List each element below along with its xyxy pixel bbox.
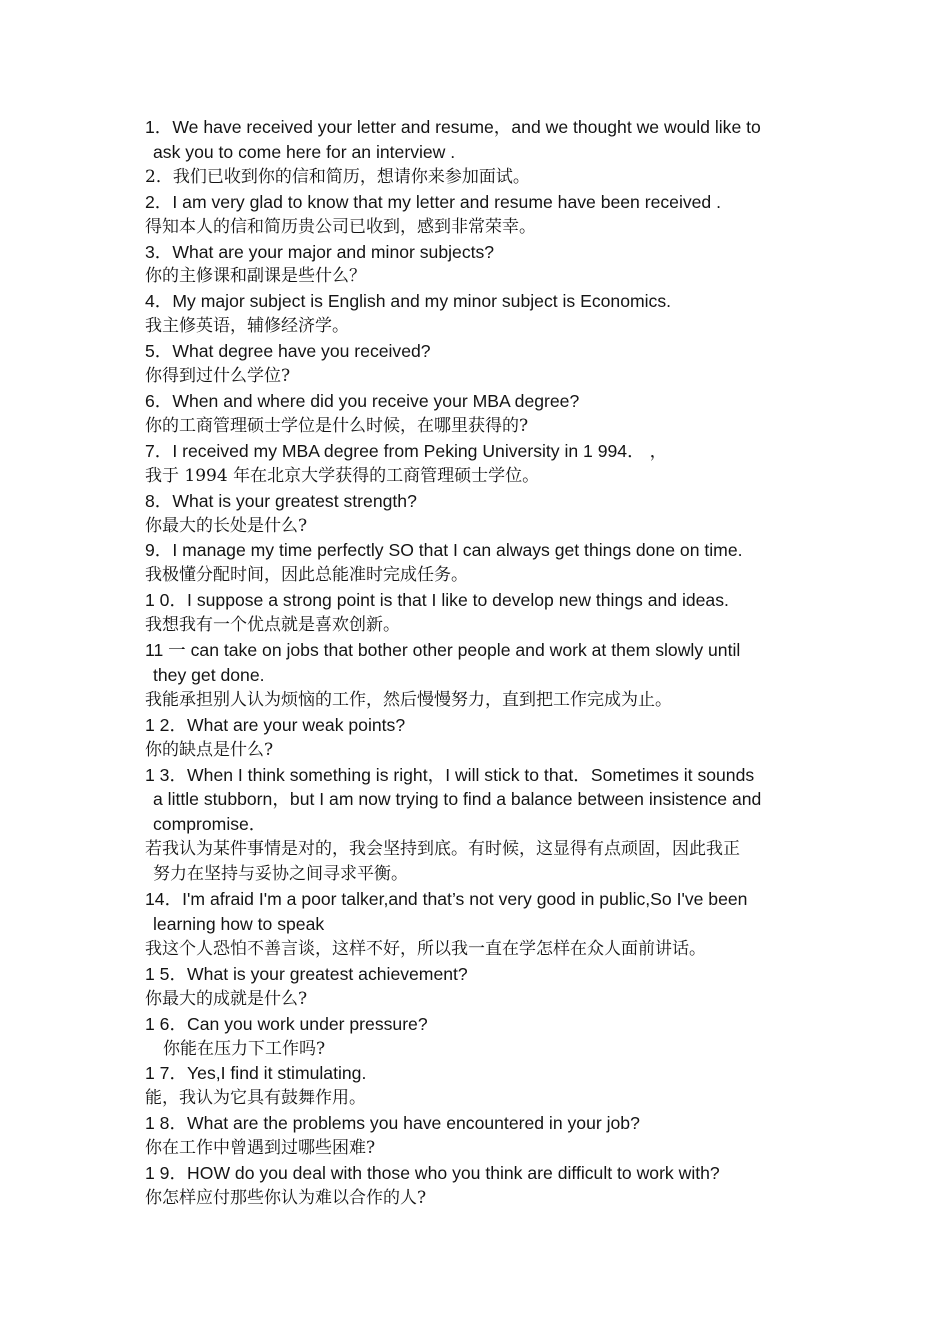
- english-line: compromise．: [153, 814, 267, 835]
- item-3: [145, 240, 810, 290]
- english-line: 1．We have received your letter and resume，and we thought we would like to: [145, 117, 761, 137]
- chinese-line: 你最大的长处是什么?: [145, 515, 308, 536]
- english-line: they get done.: [153, 664, 265, 685]
- english-line: 1 3．When I think something is right，I will stick to that．Sometimes it sounds: [145, 764, 755, 785]
- english-line: 4．My major subject is English and my minor subject is Economics.: [145, 291, 672, 312]
- english-line: 7．I received my MBA degree from Peking University in 1 994． ，: [145, 440, 668, 461]
- english-line: 1 0．I suppose a strong point is that I like to develop new things and ideas.: [145, 590, 729, 611]
- chinese-line: 努力在坚持与妥协之间寻求平衡。: [153, 864, 408, 885]
- chinese-line: 你能在压力下工作吗?: [163, 1038, 326, 1059]
- chinese-line: 我能承担别人认为烦恼的工作，然后慢慢努力，直到把工作完成为止。: [145, 689, 672, 710]
- english-line: learning how to speak: [153, 914, 325, 934]
- item-18: [145, 1111, 810, 1161]
- english-line: 1 2．What are your weak points?: [145, 714, 406, 735]
- item-6: [145, 389, 810, 439]
- english-line: ask you to come here for an interview .: [153, 141, 456, 162]
- english-line: 1 8．What are the problems you have encountered in your job?: [145, 1113, 640, 1134]
- chinese-line: 我于 1994 年在北京大学获得的工商管理硕士学位。: [145, 465, 540, 486]
- chinese-line: 我主修英语，辅修经济学。: [145, 316, 349, 337]
- item-17: [145, 1061, 810, 1111]
- english-line: 11 一 can take on jobs that bother other people and work at them slowly until: [145, 640, 741, 661]
- english-line: 1 9．HOW do you deal with those who you think are difficult to work with?: [145, 1163, 720, 1184]
- item-8: [145, 489, 810, 539]
- english-line: 1 7．Yes,I find it stimulating.: [145, 1063, 367, 1084]
- item-14: [145, 887, 810, 962]
- chinese-line: 我想我有一个优点就是喜欢创新。: [145, 615, 400, 636]
- english-line: 8．What is your greatest strength?: [145, 490, 417, 511]
- item-13: [145, 763, 810, 888]
- document-page: [145, 115, 810, 1211]
- english-line: 6．When and where did you receive your MBA degree?: [145, 390, 580, 411]
- chinese-line: 你最大的成就是什么?: [145, 988, 308, 1009]
- item-11: [145, 638, 810, 713]
- chinese-line: 我这个人恐怕不善言谈，这样不好，所以我一直在学怎样在众人面前讲话。: [145, 938, 706, 959]
- chinese-line: 我极懂分配时间，因此总能准时完成任务。: [145, 565, 468, 586]
- english-line: 14．I'm afraid I'm a poor talker,and that’s not very good in public,So I've been: [145, 889, 748, 910]
- item-7: [145, 439, 810, 489]
- item-1: [145, 115, 810, 190]
- english-line: a little stubborn，but I am now trying to find a balance between insistence and: [153, 789, 762, 810]
- chinese-line: 你在工作中曾遇到过哪些困难?: [145, 1138, 376, 1159]
- chinese-line: 你的缺点是什么?: [145, 739, 274, 760]
- item-9: [145, 538, 810, 588]
- english-line: 1 6．Can you work under pressure?: [145, 1013, 428, 1034]
- item-4: [145, 289, 810, 339]
- chinese-line: 你的主修课和副课是些什么？: [145, 266, 366, 287]
- chinese-line: 2．我们已收到你的信和简历，想请你来参加面试。: [145, 166, 530, 187]
- item-5: [145, 339, 810, 389]
- chinese-line: 得知本人的信和简历贵公司已收到，感到非常荣幸。: [145, 216, 536, 237]
- english-line: 9．I manage my time perfectly SO that I can always get things done on time.: [145, 540, 743, 561]
- item-10: [145, 588, 810, 638]
- item-16: [145, 1012, 810, 1062]
- item-15: [145, 962, 810, 1012]
- item-2: [145, 190, 810, 240]
- chinese-line: 能，我认为它具有鼓舞作用。: [145, 1088, 366, 1109]
- chinese-line: 你的工商管理硕士学位是什么时候，在哪里获得的?: [145, 415, 529, 436]
- item-19: [145, 1161, 810, 1211]
- chinese-line: 你怎样应付那些你认为难以合作的人?: [145, 1187, 427, 1208]
- item-12: [145, 713, 810, 763]
- english-line: 3．What are your major and minor subjects?: [145, 241, 495, 262]
- english-line: 2．I am very glad to know that my letter and resume have been received .: [145, 191, 721, 212]
- english-line: 1 5．What is your greatest achievement?: [145, 963, 468, 984]
- chinese-line: 若我认为某件事情是对的，我会坚持到底。有时候，这显得有点顽固，因此我正: [145, 839, 740, 860]
- chinese-line: 你得到过什么学位?: [145, 366, 291, 387]
- english-line: 5．What degree have you received?: [145, 341, 431, 362]
